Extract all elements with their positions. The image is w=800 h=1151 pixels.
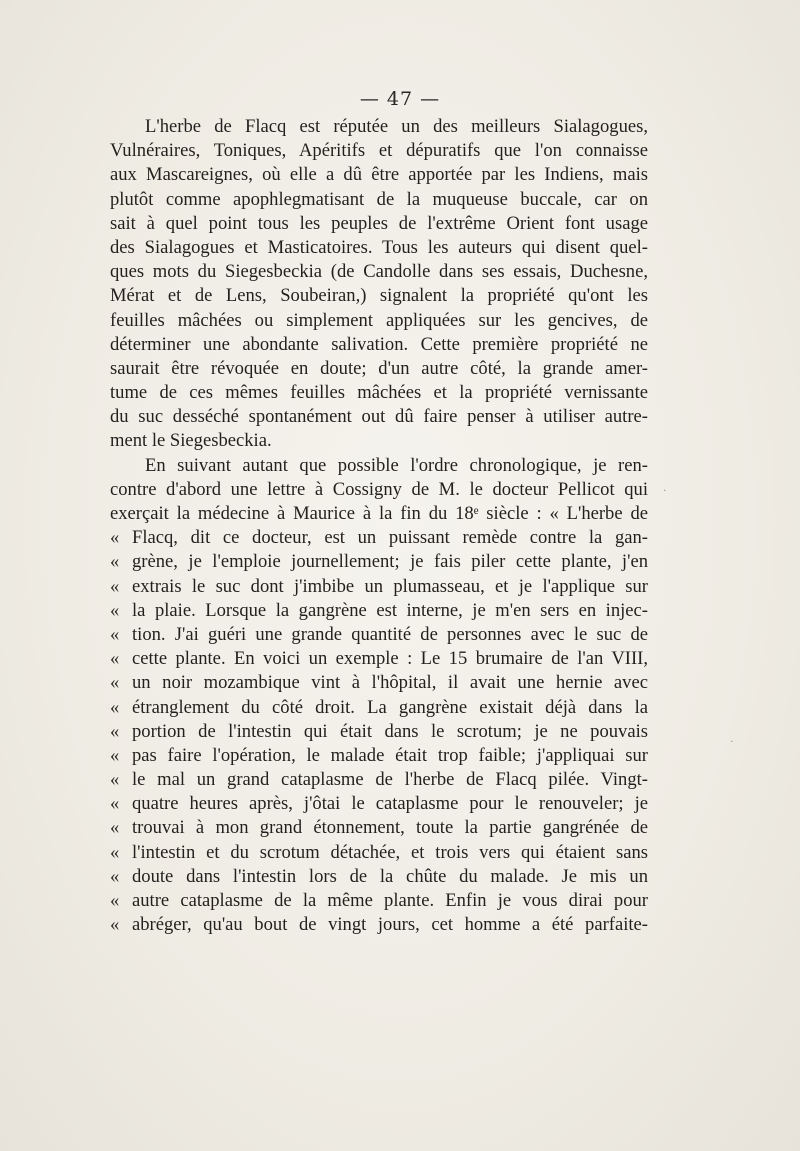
paragraph-2: [110, 454, 648, 938]
quotation-line: [110, 816, 648, 840]
quotation-line: [110, 865, 648, 889]
quote-mark: «: [110, 575, 120, 597]
quotation-text: portion de l'intestin qui était dans le scrotum; je ne pouvais: [132, 720, 648, 742]
text-line: contre d'abord une lettre à Cossigny de M. le docteur Pellicot qui: [110, 478, 648, 500]
quotation-line: [110, 720, 648, 744]
quotation-text: Flacq, dit ce docteur, est un puissant remède contre la gan-: [132, 527, 648, 549]
text-line: feuilles mâchées ou simplement appliquées sur les gencives, de: [110, 309, 648, 331]
quotation-text: pas faire l'opération, le malade était trop faible; j'appliquai sur: [132, 744, 648, 766]
quotation-line: [110, 913, 648, 937]
quote-mark: «: [110, 551, 120, 573]
text-line: L'herbe de Flacq est réputée un des meilleurs Sialagogues,: [145, 116, 648, 137]
quotation-text: l'intestin et du scrotum détachée, et trois vers qui étaient sans: [132, 841, 648, 863]
quotation-text: autre cataplasme de la même plante. Enfin je vous dirai pour: [132, 890, 648, 911]
quote-mark: «: [110, 914, 120, 936]
quote-mark: «: [110, 744, 120, 766]
print-speck: .: [663, 481, 667, 494]
quotation-line: [110, 744, 648, 768]
quotation-text: trouvai à mon grand étonnement, toute la partie gangrénée de: [132, 817, 648, 839]
quote-mark: «: [110, 623, 120, 645]
quote-mark: «: [110, 720, 120, 742]
quote-mark: «: [110, 865, 120, 887]
quotation-line: [110, 526, 648, 550]
quotation-line: [110, 550, 648, 574]
text-line: exerçait la médecine à Maurice à la fin du 18ᵉ siècle : « L'herbe de: [110, 503, 648, 524]
text-line: du suc desséché spontanément out dû faire penser à utiliser autre-: [110, 406, 648, 428]
text-line: saurait être révoquée en doute; d'un autre côté, la grande amer-: [110, 357, 648, 379]
quote-mark: «: [110, 769, 120, 791]
quote-mark: «: [110, 890, 120, 911]
quotation-text: tion. J'ai guéri une grande quantité de personnes avec le suc de: [132, 623, 648, 645]
quote-mark: «: [110, 841, 120, 863]
text-line: En suivant autant que possible l'ordre chronologique, je ren-: [145, 454, 648, 476]
quotation-line: [110, 768, 648, 792]
text-line: sait à quel point tous les peuples de l'extrême Orient font usage: [110, 212, 648, 234]
quotation: [110, 526, 648, 937]
quotation-text: un noir mozambique vint à l'hôpital, il avait une hernie avec: [132, 672, 648, 694]
quotation-line: [110, 841, 648, 865]
quote-mark: «: [110, 648, 120, 670]
quotation-text: doute dans l'intestin lors de la chûte du malade. Je mis un: [132, 865, 648, 887]
quotation-text: cette plante. En voici un exemple : Le 15 brumaire de l'an VIII,: [132, 648, 648, 670]
text-line: des Sialagogues et Masticatoires. Tous les auteurs qui disent quel-: [110, 236, 648, 258]
quotation-text: abréger, qu'au bout de vingt jours, cet homme a été parfaite-: [132, 914, 648, 936]
text-line: ment le Siegesbeckia.: [110, 430, 272, 452]
page-number: — 47 —: [359, 88, 441, 110]
quote-mark: «: [110, 599, 120, 621]
quotation-text: extrais le suc dont j'imbibe un plumasseau, et je l'applique sur: [132, 575, 648, 597]
quotation-text: étranglement du côté droit. La gangrène existait déjà dans la: [132, 696, 648, 718]
print-speck: ·: [730, 735, 734, 748]
quotation-line: [110, 696, 648, 720]
quotation-text: grène, je l'emploie journellement; je fais piler cette plante, j'en: [132, 551, 648, 573]
quote-mark: «: [110, 817, 120, 839]
text-line: Vulnéraires, Toniques, Apéritifs et dépuratifs que l'on connaisse: [110, 140, 648, 162]
quotation-text: le mal un grand cataplasme de l'herbe de Flacq pilée. Vingt-: [132, 769, 648, 791]
paragraph-1: [110, 115, 648, 454]
text-line: plutôt comme apophlegmatisant de la muqueuse buccale, car on: [110, 188, 648, 210]
text-line: ques mots du Siegesbeckia (de Candolle dans ses essais, Duchesne,: [110, 261, 648, 283]
quotation-line: [110, 575, 648, 599]
quotation-line: [110, 792, 648, 816]
quotation-line: [110, 599, 648, 623]
quotation-text: quatre heures après, j'ôtai le cataplasme pour le renouveler; je: [132, 793, 648, 815]
text-line: Mérat et de Lens, Soubeiran,) signalent la propriété qu'ont les: [110, 285, 648, 307]
quote-mark: «: [110, 696, 120, 718]
quotation-line: [110, 647, 648, 671]
quote-mark: «: [110, 793, 120, 815]
text-line: aux Mascareignes, où elle a dû être apportée par les Indiens, mais: [110, 164, 648, 186]
quotation-line: [110, 671, 648, 695]
quote-mark: «: [110, 672, 120, 694]
quotation-line: [110, 623, 648, 647]
body-text: [110, 115, 648, 937]
quote-mark: «: [110, 527, 120, 549]
text-line: déterminer une abondante salivation. Cette première propriété ne: [110, 333, 648, 355]
quotation-text: la plaie. Lorsque la gangrène est interne, je m'en sers en injec-: [132, 599, 648, 621]
quotation-line: [110, 889, 648, 913]
text-line: tume de ces mêmes feuilles mâchées et la propriété vernissante: [110, 382, 648, 404]
